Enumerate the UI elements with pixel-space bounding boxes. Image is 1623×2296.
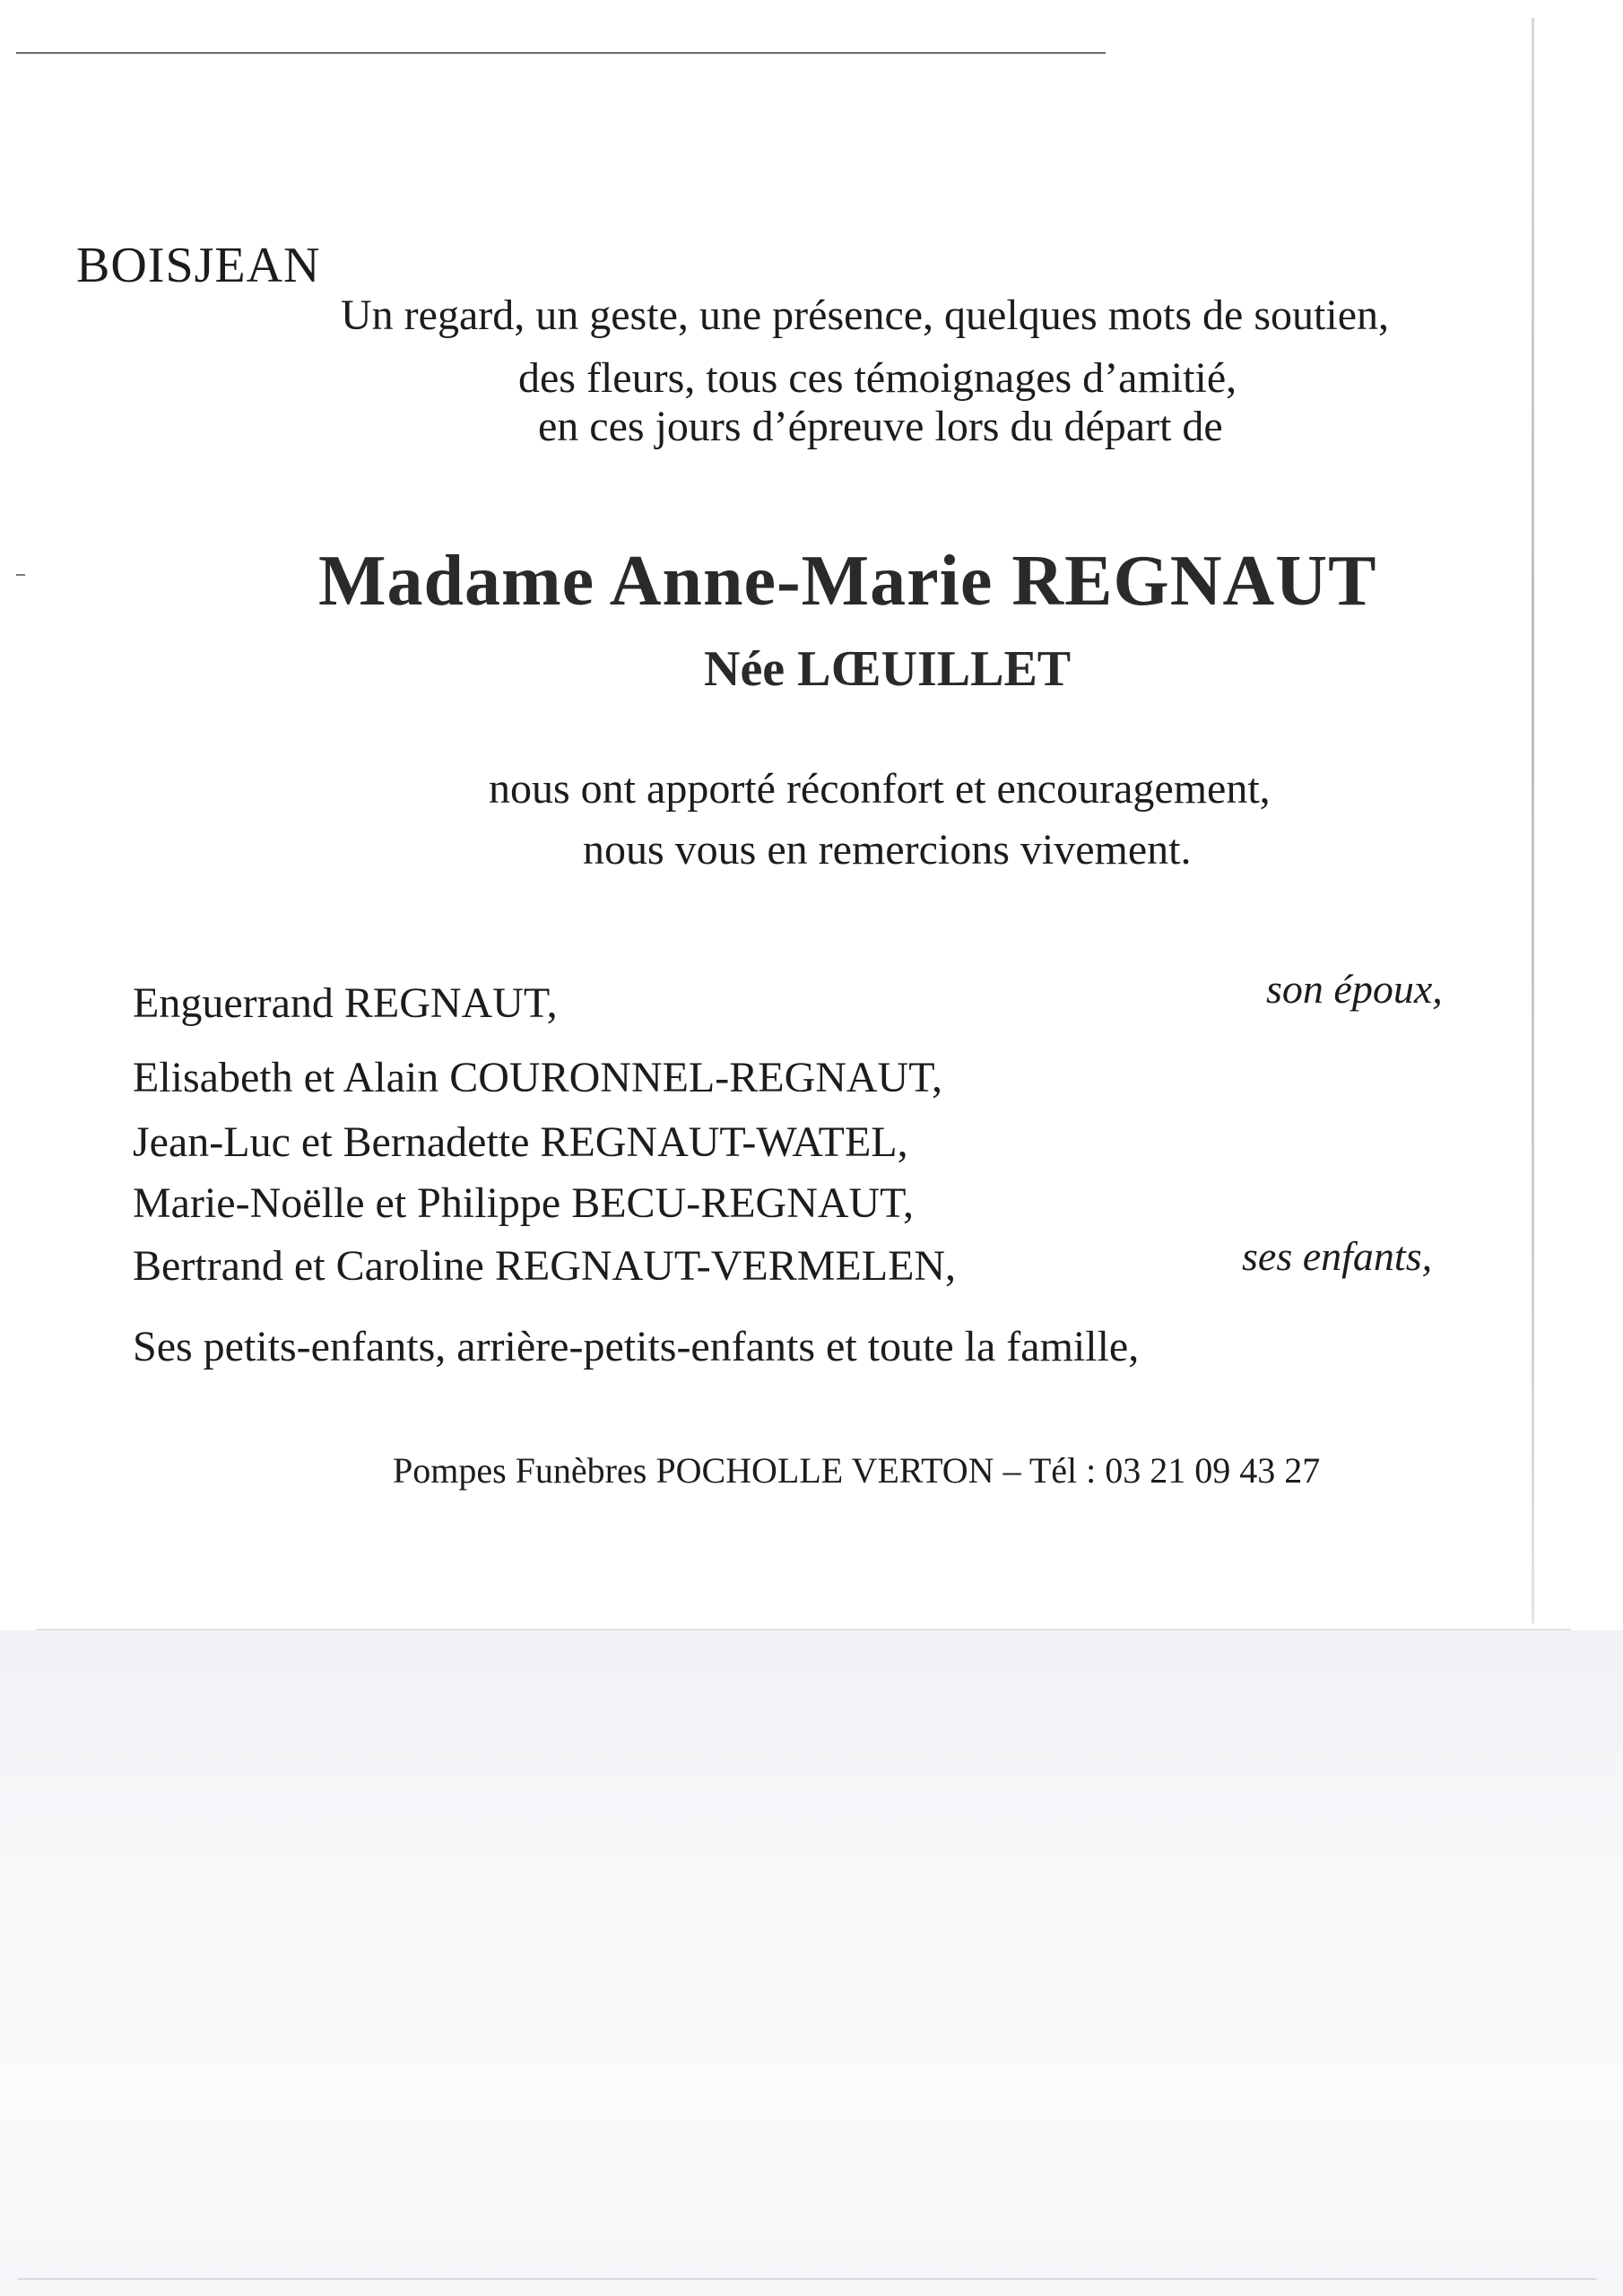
- role-children: ses enfants,: [1242, 1233, 1433, 1279]
- scan-bottom-border: [18, 2278, 1596, 2280]
- family-member: Jean-Luc et Bernadette REGNAUT-WATEL,: [133, 1118, 908, 1166]
- scan-right-edge: [1532, 18, 1534, 1623]
- town-name: BOISJEAN: [76, 238, 321, 293]
- scan-page-edge: [36, 1629, 1571, 1631]
- family-member: Elisabeth et Alain COURONNEL-REGNAUT,: [133, 1054, 942, 1101]
- maiden-name: Née LŒUILLET: [704, 641, 1072, 697]
- intro-line: Un regard, un geste, une présence, quelques mots de soutien,: [341, 291, 1389, 339]
- family-extended: Ses petits-enfants, arrière-petits-enfants et toute la famille,: [133, 1323, 1140, 1370]
- thanks-line: nous vous en remercions vivement.: [583, 826, 1192, 874]
- family-member: Enguerrand REGNAUT,: [133, 979, 558, 1027]
- scan-top-border: [16, 52, 1106, 54]
- undertaker-contact: Pompes Funèbres POCHOLLE VERTON – Tél : 03 21 09 43 27: [393, 1450, 1321, 1491]
- family-member: Marie-Noëlle et Philippe BECU-REGNAUT,: [133, 1179, 914, 1227]
- scan-left-mark: [16, 574, 25, 576]
- role-spouse: son époux,: [1266, 966, 1443, 1012]
- family-member: Bertrand et Caroline REGNAUT-VERMELEN,: [133, 1242, 957, 1290]
- thanks-line: nous ont apporté réconfort et encouragement,: [489, 765, 1271, 813]
- scan-lower-area: [0, 1631, 1623, 2296]
- intro-line: en ces jours d’épreuve lors du départ de: [538, 403, 1223, 450]
- intro-line: des fleurs, tous ces témoignages d’amitié,: [518, 354, 1237, 402]
- deceased-name: Madame Anne-Marie REGNAUT: [318, 542, 1377, 621]
